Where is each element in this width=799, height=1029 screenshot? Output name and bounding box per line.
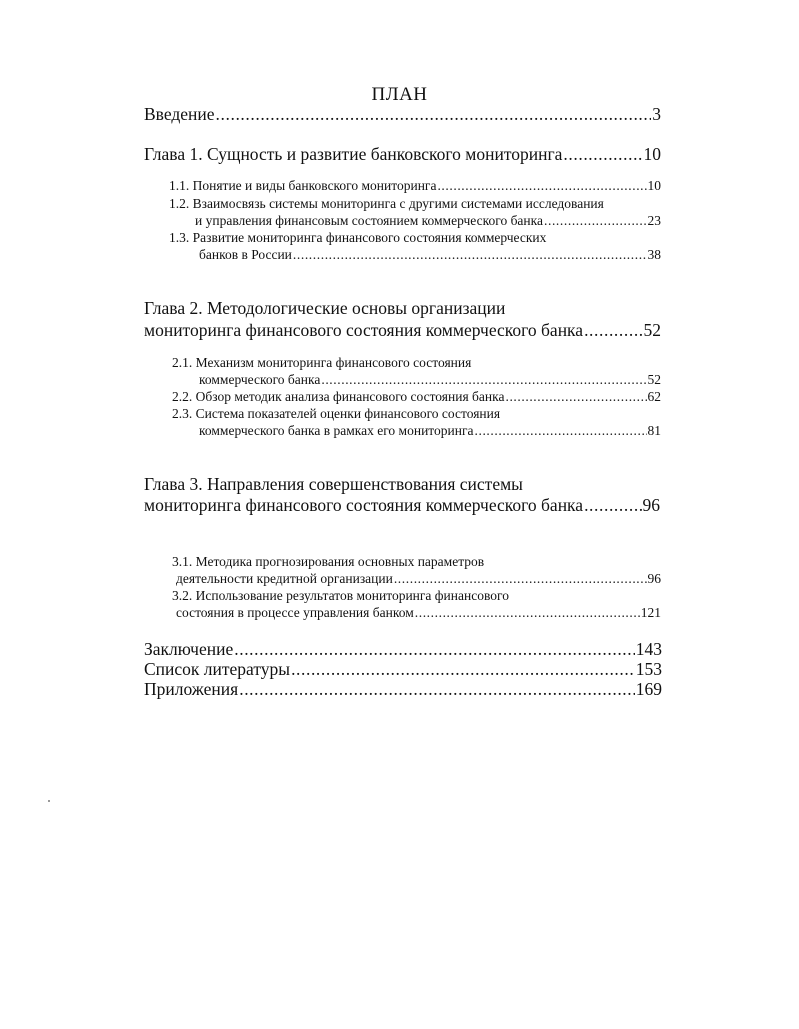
- dot-leader: [584, 495, 641, 516]
- toc-entry-intro: [144, 104, 661, 125]
- dot-leader: [437, 178, 646, 194]
- toc-entry-text: 2.2. Обзор методик анализа финансового состояния банка: [172, 389, 505, 404]
- toc-section-3-2-line2: [176, 605, 661, 621]
- toc-entry-text: коммерческого банка: [199, 372, 321, 387]
- toc-section-1-2-line2: [195, 213, 661, 229]
- toc-page-number: 169: [635, 679, 662, 699]
- dot-leader: [563, 144, 642, 165]
- toc-entry-text: банков в России: [199, 247, 292, 262]
- toc-section-2-2: [172, 389, 661, 405]
- page-title: ПЛАН: [371, 84, 428, 105]
- dot-leader: [475, 423, 647, 439]
- toc-entry-text: мониторинга финансового состояния коммерческого банка: [144, 495, 584, 515]
- dot-leader: [505, 389, 646, 405]
- toc-section-2-1-line2: [199, 372, 661, 388]
- toc-page-number: 96: [642, 495, 660, 515]
- toc-section-1-3-line1: 1.3. Развитие мониторинга финансового состояния коммерческих: [169, 230, 547, 245]
- toc-page-number: 10: [647, 178, 661, 193]
- toc-page-number: 96: [647, 571, 661, 586]
- toc-section-3-1-line2: [176, 571, 661, 587]
- toc-section-3-1-line1: 3.1. Методика прогнозирования основных параметров: [172, 554, 485, 569]
- toc-entry-text: коммерческого банка в рамках его мониторинга: [199, 423, 474, 438]
- toc-section-3-2-line1: 3.2. Использование результатов мониторинга финансового: [172, 588, 509, 603]
- toc-chapter-2-line1: Глава 2. Методологические основы организации: [144, 298, 506, 318]
- toc-section-2-3-line1: 2.3. Система показателей оценки финансового состояния: [172, 406, 501, 421]
- toc-entry-text: мониторинга финансового состояния коммерческого банка: [144, 320, 584, 340]
- dot-leader: [291, 659, 635, 680]
- toc-entry-text: Глава 1. Сущность и развитие банковского мониторинга: [144, 144, 563, 164]
- dot-leader: [216, 104, 652, 125]
- toc-page-number: 52: [643, 320, 661, 340]
- toc-page-number: 38: [647, 247, 661, 262]
- toc-chapter-3-line1: Глава 3. Направления совершенствования системы: [144, 474, 523, 494]
- scan-speck: [48, 800, 50, 802]
- toc-entry-text: Список литературы: [144, 659, 291, 679]
- toc-entry-text: Заключение: [144, 639, 234, 659]
- toc-entry-text: Введение: [144, 104, 215, 124]
- toc-chapter-1: [144, 144, 661, 165]
- dot-leader: [293, 247, 647, 263]
- toc-page-number: 3: [652, 104, 661, 124]
- dot-leader: [584, 320, 642, 341]
- toc-section-2-3-line2: [199, 423, 661, 439]
- toc-section-1-1: [169, 178, 661, 194]
- toc-chapter-3-line2: [144, 495, 660, 516]
- toc-page-number: 121: [640, 605, 661, 620]
- toc-page-number: 23: [647, 213, 661, 228]
- toc-section-2-1-line1: 2.1. Механизм мониторинга финансового состояния: [172, 355, 472, 370]
- toc-entry-text: Приложения: [144, 679, 239, 699]
- toc-entry-text: 1.1. Понятие и виды банковского мониторинга: [169, 178, 437, 193]
- toc-page-number: 52: [647, 372, 661, 387]
- toc-page-number: 81: [647, 423, 661, 438]
- dot-leader: [321, 372, 646, 388]
- toc-page-number: 10: [643, 144, 661, 164]
- toc-entry-text: и управления финансовым состоянием коммерческого банка: [195, 213, 543, 228]
- toc-section-1-3-line2: [199, 247, 661, 263]
- toc-entry-text: деятельности кредитной организации: [176, 571, 393, 586]
- toc-section-1-2-line1: 1.2. Взаимосвязь системы мониторинга с другими системами исследования: [169, 196, 604, 211]
- toc-page-number: 153: [635, 659, 662, 679]
- toc-chapter-2-line2: [144, 320, 661, 341]
- dot-leader: [234, 639, 635, 660]
- dot-leader: [544, 213, 647, 229]
- toc-entry-conclusion: [144, 639, 662, 660]
- dot-leader: [239, 679, 635, 700]
- toc-entry-references: [144, 659, 662, 680]
- toc-page-number: 143: [635, 639, 662, 659]
- toc-page-number: 62: [647, 389, 661, 404]
- dot-leader: [394, 571, 647, 587]
- toc-entry-text: состояния в процессе управления банком: [176, 605, 414, 620]
- toc-entry-appendices: [144, 679, 662, 700]
- dot-leader: [415, 605, 640, 621]
